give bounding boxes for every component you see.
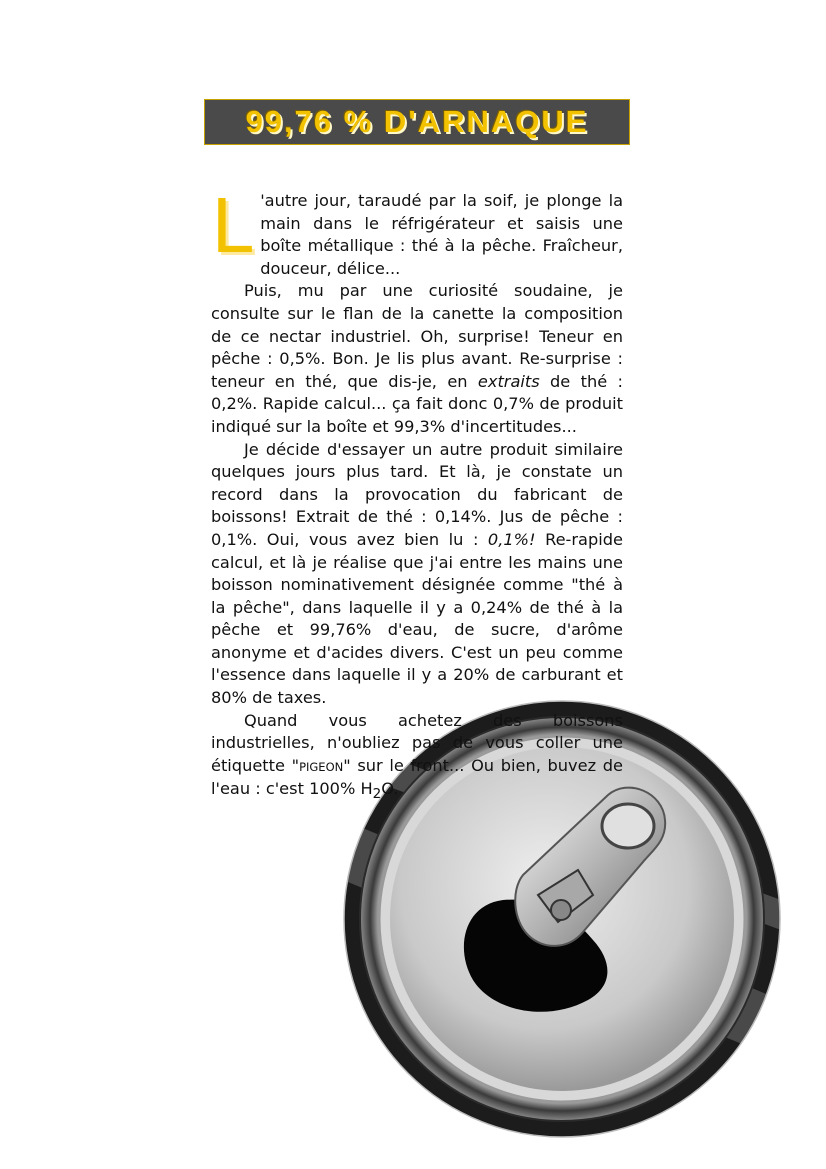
paragraph-1-text: 'autre jour, taraudé par la soif, je plonge la main dans le réfrigérateur et saisis une boîte métallique : thé à la pêche. Fraîcheur, douceur, délice... xyxy=(260,191,623,278)
paragraph-4 xyxy=(211,710,623,807)
subscript-2: 2 xyxy=(372,786,382,803)
page-title: 99,76 % D'ARNAQUE xyxy=(245,104,589,139)
drop-cap: L xyxy=(211,184,253,270)
paragraph-4-text-c: O. xyxy=(381,779,399,799)
article-body xyxy=(211,184,623,806)
emphasis-percent: 0,1%! xyxy=(487,529,536,549)
paragraph-3-text-b: Re-rapide calcul, et là je réalise que j'ai entre les mains une boisson nominativement désignée comme "thé à la pêche", dans laquelle il y a 0,24% de thé à la pêche et 99,76% d'eau, de sucre, d'arôme anonyme et d'acides divers. C'est un peu comme l'essence dans laquelle il y a 20% de carburant et 80% de taxes. xyxy=(211,529,623,708)
pigeon-label: PIGEON xyxy=(299,759,344,774)
paragraph-4-text-a: Quand vous achetez des boissons industrielles, n'oubliez pas de vous coller une étiquette " xyxy=(211,710,623,775)
emphasis-extraits: extraits xyxy=(477,371,540,391)
paragraph-2-text-a: Puis, mu par une curiosité soudaine, je consulte sur le flan de la canette la composition de ce nectar industriel. Oh, surprise! Teneur en pêche : 0,5%. Bon. Je lis plus avant. Re-surprise : teneur en thé, que dis-je, en xyxy=(211,281,623,391)
paragraph-2 xyxy=(211,280,623,438)
paragraph-2-text-b: de thé : 0,2%. Rapide calcul... ça fait donc 0,7% de produit indiqué sur la boîte et 99,3% d'incertitudes... xyxy=(211,371,623,436)
paragraph-4-text-b: " sur le front... Ou bien, buvez de l'eau : c'est 100% H xyxy=(211,755,623,799)
paragraph-1 xyxy=(211,184,623,280)
paragraph-3-text-a: Je décide d'essayer un autre produit similaire quelques jours plus tard. Et là, je constate un record dans la provocation du fabricant de boissons! Extrait de thé : 0,14%. Jus de pêche : 0,1%. Oui, vous avez bien lu : xyxy=(211,439,623,549)
paragraph-3 xyxy=(211,439,623,710)
title-banner xyxy=(204,99,630,145)
